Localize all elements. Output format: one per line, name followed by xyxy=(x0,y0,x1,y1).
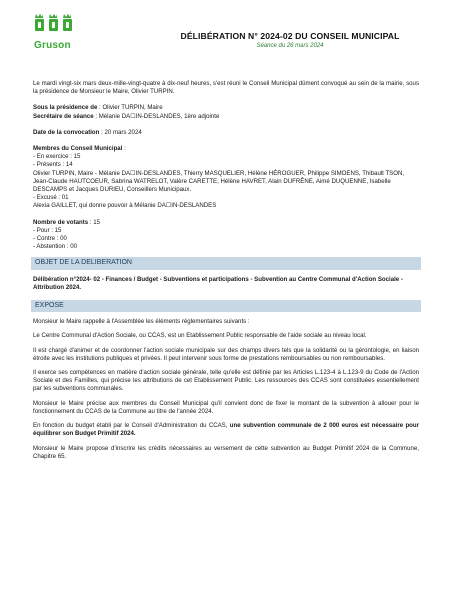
document-body xyxy=(33,80,419,461)
convocation-label: Date de la convocation xyxy=(33,128,100,136)
votants-pour: - Pour : 15 xyxy=(33,226,62,234)
membres-label: Membres du Conseil Municipal xyxy=(33,145,123,153)
convocation-line xyxy=(33,129,419,137)
membres-presents: - Présents : 14 xyxy=(33,161,73,169)
logo-text: Gruson xyxy=(34,40,71,51)
membres-en-exercice: - En exercice : 15 xyxy=(33,153,81,161)
expose-paragraph-4: Il exerce ses compétences en matière d'action sociale générale, telle qu'elle est définie par les Articles L.123-4 à L.123-9 du Code de l'Action Sociale et des Familles, qui précise les attributions de cet Etablissement Public. Les ressources des CCAS sont constituées essentiellement par les subventions communales. xyxy=(33,369,419,393)
membres-heading xyxy=(33,145,419,153)
membres-label-suffix: : xyxy=(122,145,126,153)
expose-paragraph-2: Le Centre Communal d'Action Sociale, ou CCAS, est un Etablissement Public responsable de l'aide sociale au niveau local. xyxy=(33,332,367,340)
secretaire-value: : Mélanie DA☐IN-DESLANDES, 1ère adjointe xyxy=(93,112,220,120)
page-title: DÉLIBÉRATION N° 2024-02 DU CONSEIL MUNICIPAL xyxy=(180,31,400,41)
expose-paragraph-3: Il est chargé d'animer et de coordonner l'action sociale municipale sur des champs divers tels que la solidarité ou la gérontologie, en liaison étroite avec les institutions publiques et privées. Il peut intervenir sous forme de prestations remboursables ou non remboursables. xyxy=(33,346,419,362)
votants-abstention: - Abstention : 00 xyxy=(33,243,78,251)
membres-excuse: - Excusé : 01 xyxy=(33,194,69,202)
expose-section-heading: EXPOSE xyxy=(31,300,421,312)
convocation-value: : 20 mars 2024 xyxy=(99,128,142,136)
votants-heading xyxy=(33,219,419,227)
logo-icon xyxy=(34,10,74,40)
membres-excuse-detail: Alexia GAILLET, qui donne pouvoir à Mélanie DA☐IN-DESLANDES xyxy=(33,202,217,210)
expose-paragraph-1: Monsieur le Maire rappelle à l'Assemblée les éléments réglementaires suivants : xyxy=(33,318,250,326)
expose-paragraph-6-bold: une subvention communale de 2 000 euros est nécessaire pour équilibrer son Budget Primitif 2024. xyxy=(33,422,420,438)
presidence-line xyxy=(33,104,419,112)
page-subtitle: Séance du 26 mars 2024 xyxy=(256,43,324,49)
secretaire-line xyxy=(33,113,419,121)
membres-presents-list: Olivier TURPIN, Maire - Mélanie DA☐IN-DESLANDES, Thierry MASQUELIER, Hélène HÉROGUER, Philippe SIMOENS, Thibault TSON, Jean-Claude HAUTCOEUR, Sabrina WATRELOT, Valère CARETTE, Hélène HAVRET, Alain DUFRÊNE, Aimé DUQUENNE, Isabelle DESCAMPS et Jacques DURIEU, Conseillers Municipaux. xyxy=(33,169,405,194)
expose-paragraph-6 xyxy=(33,422,419,438)
votants-value: : 15 xyxy=(88,218,101,226)
presidence-label: Sous la présidence de xyxy=(33,104,98,112)
intro-paragraph: Le mardi vingt-six mars deux-mille-vingt-quatre à dix-neuf heures, s'est réuni le Conseil Municipal dûment convoqué au sein de la mairie, sous la présidence de Monsieur le Maire, Olivier TURPIN. xyxy=(33,80,419,96)
presidence-value: : Olivier TURPIN, Maire xyxy=(97,104,163,112)
objet-text: Délibération n°2024- 02 - Finances / Budget - Subventions et participations - Subvention au Centre Communal d'Action Sociale - Attribution 2024. xyxy=(33,275,403,291)
votants-label: Nombre de votants xyxy=(33,218,89,226)
votants-contre: - Contre : 00 xyxy=(33,235,67,243)
secretaire-label: Secrétaire de séance xyxy=(33,112,94,120)
expose-paragraph-5: Monsieur le Maire précise aux membres du Conseil Municipal qu'il convient donc de fixer le montant de la subvention à allouer pour le fonctionnement du CCAS de la Commune au titre de l'année 2024. xyxy=(33,399,419,415)
objet-section-heading: OBJET DE LA DELIBERATION xyxy=(31,257,421,269)
expose-paragraph-7: Monsieur le Maire propose d'inscrire les crédits nécessaires au versement de cette subvention au Budget Primitif 2024 de la Commune, Chapitre 65. xyxy=(33,444,419,460)
expose-paragraph-6-start: En fonction du budget établi par le Conseil d'Administration du CCAS, xyxy=(33,422,230,430)
